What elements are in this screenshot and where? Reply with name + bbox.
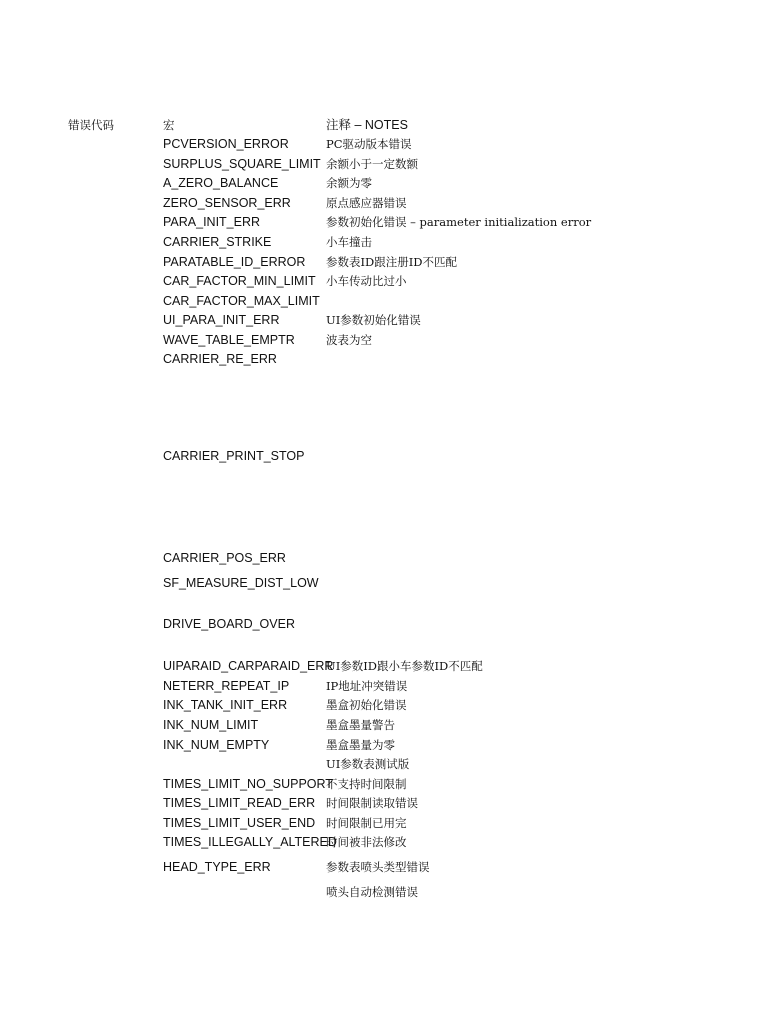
note-cell: PC驱动版本错误 — [326, 137, 412, 151]
note-cell: 波表为空 — [326, 333, 372, 347]
note-cell: 原点感应器错误 — [326, 196, 407, 210]
macro-cell: UI_PARA_INIT_ERR — [163, 313, 280, 327]
macro-cell: PARATABLE_ID_ERROR — [163, 255, 306, 269]
macro-cell: UIPARAID_CARPARAID_ERR — [163, 659, 334, 673]
macro-cell: CARRIER_STRIKE — [163, 235, 272, 249]
macro-cell: CARRIER_POS_ERR — [163, 551, 286, 565]
macro-cell: SF_MEASURE_DIST_LOW — [163, 576, 319, 590]
note-cell: 余额为零 — [326, 176, 372, 190]
macro-cell: TIMES_LIMIT_READ_ERR — [163, 796, 316, 810]
macro-cell: CARRIER_RE_ERR — [163, 352, 277, 366]
header-macro: 宏 — [163, 118, 175, 132]
header-notes: 注释 – NOTES — [326, 118, 408, 132]
macro-cell: HEAD_TYPE_ERR — [163, 860, 271, 874]
macro-cell: TIMES_LIMIT_USER_END — [163, 816, 316, 830]
macro-cell: CAR_FACTOR_MIN_LIMIT — [163, 274, 316, 288]
macro-cell: A_ZERO_BALANCE — [163, 176, 279, 190]
note-cell: 参数表ID跟注册ID不匹配 — [326, 255, 458, 269]
macro-cell: PCVERSION_ERROR — [163, 137, 289, 151]
note-cell: 小车传动比过小 — [326, 274, 407, 288]
note-cell: 时间被非法修改 — [326, 835, 407, 849]
macro-cell: NETERR_REPEAT_IP — [163, 679, 290, 693]
macro-cell: CARRIER_PRINT_STOP — [163, 449, 305, 463]
macro-cell: TIMES_LIMIT_NO_SUPPORT — [163, 777, 333, 791]
macro-cell: TIMES_ILLEGALLY_ALTERED — [163, 835, 337, 849]
note-cell: 墨盒墨量警告 — [326, 718, 395, 732]
macro-cell: INK_NUM_EMPTY — [163, 738, 270, 752]
note-cell: 墨盒墨量为零 — [326, 738, 395, 752]
note-cell: 喷头自动检测错误 — [326, 885, 418, 899]
macro-cell: WAVE_TABLE_EMPTR — [163, 333, 295, 347]
note-cell: 参数初始化错误 – parameter initialization error — [326, 215, 592, 229]
macro-cell: ZERO_SENSOR_ERR — [163, 196, 291, 210]
note-cell: 小车撞击 — [326, 235, 372, 249]
note-cell: 余额小于一定数额 — [326, 157, 418, 171]
note-cell: 墨盒初始化错误 — [326, 698, 407, 712]
note-cell: 时间限制读取错误 — [326, 796, 418, 810]
note-cell: UI参数初始化错误 — [326, 313, 421, 327]
note-cell: UI参数表测试版 — [326, 757, 410, 771]
note-cell: 不支持时间限制 — [326, 777, 407, 791]
header-code: 错误代码 — [68, 118, 114, 132]
note-cell: UI参数ID跟小车参数ID不匹配 — [326, 659, 483, 673]
macro-cell: INK_TANK_INIT_ERR — [163, 698, 288, 712]
macro-cell: PARA_INIT_ERR — [163, 215, 261, 229]
note-cell: 参数表喷头类型错误 — [326, 860, 430, 874]
note-cell: IP地址冲突错误 — [326, 679, 408, 693]
macro-cell: INK_NUM_LIMIT — [163, 718, 259, 732]
macro-cell: CAR_FACTOR_MAX_LIMIT — [163, 294, 320, 308]
macro-cell: SURPLUS_SQUARE_LIMIT — [163, 157, 321, 171]
macro-cell: DRIVE_BOARD_OVER — [163, 617, 295, 631]
note-cell: 时间限制已用完 — [326, 816, 407, 830]
